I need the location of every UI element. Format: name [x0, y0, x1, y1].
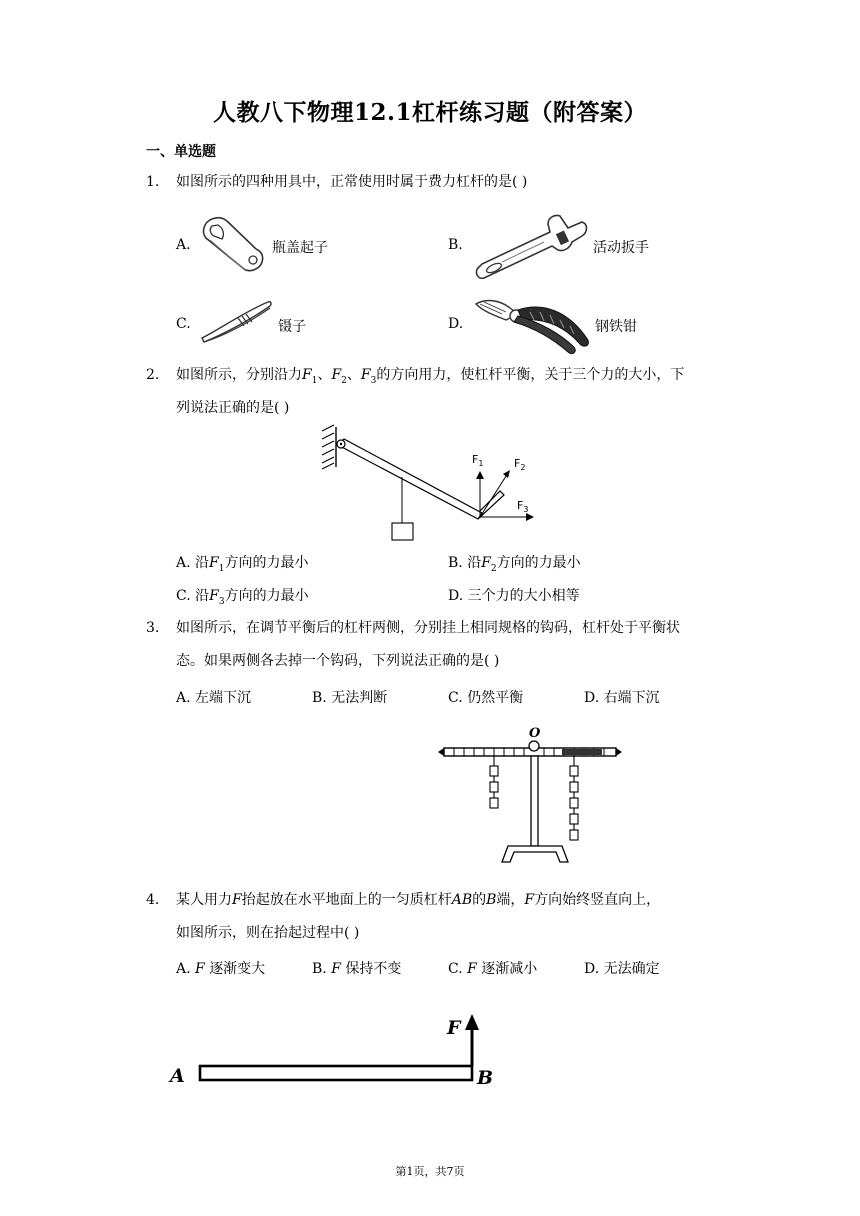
q2-number: 2.	[146, 367, 160, 383]
q2-lever-diagram	[320, 425, 560, 547]
q3-text-line1: 如图所示，在调节平衡后的杠杆两侧，分别挂上相同规格的钩码，杠杆处于平衡状	[176, 620, 680, 636]
svg-text:F3: $F_3$	[517, 499, 529, 514]
q1-option-c-letter[interactable]: C.	[176, 316, 191, 332]
q3-lever-balance-diagram	[436, 726, 626, 868]
pliers-icon	[472, 292, 594, 356]
svg-text:F2: $F_2$	[514, 457, 526, 472]
q1-option-a-letter[interactable]: A.	[176, 237, 191, 253]
svg-text:F1: $F_1$	[472, 453, 484, 468]
q3-option-d[interactable]: D. 右端下沉	[584, 690, 660, 706]
q1-option-a-label: 瓶盖起子	[272, 240, 328, 256]
q4-option-d[interactable]: D. 无法确定	[584, 961, 660, 977]
q1-option-b-letter[interactable]: B.	[448, 237, 463, 253]
section-heading: 一、单选题	[146, 144, 216, 160]
q1-option-b-label: 活动扳手	[593, 240, 649, 256]
q1-option-c-label: 镊子	[278, 319, 306, 335]
q4-text-line2: 如图所示，则在抬起过程中( )	[176, 925, 360, 941]
q3-option-a[interactable]: A. 左端下沉	[176, 690, 252, 706]
q4-text-line1: 某人用力F抬起放在水平地面上的一匀质杠杆AB的B端，F方向始终竖直向上，	[176, 892, 661, 908]
q4-option-c[interactable]: C. F 逐渐减小	[448, 961, 538, 977]
q4-option-b[interactable]: B. F 保持不变	[312, 961, 402, 977]
q3-option-c[interactable]: C. 仍然平衡	[448, 690, 524, 706]
page-title: 人教八下物理12.1杠杆练习题（附答案）	[212, 99, 648, 126]
q1-option-d-label: 钢铁钳	[595, 319, 637, 335]
bottle-opener-icon	[198, 214, 270, 274]
page-footer: 第1页，共7页	[395, 1165, 465, 1178]
q2-text: 如图所示，分别沿力$F_1$、$F_2$、$F_3$的方向用力，使杠杆平衡，关于三个力的大小，下	[176, 367, 685, 386]
tweezers-icon	[198, 298, 274, 344]
q3-option-b[interactable]: B. 无法判断	[312, 690, 388, 706]
q2-option-c[interactable]: C. 沿$F_3$方向的力最小	[176, 588, 309, 607]
svg-text:A: A	[170, 1065, 185, 1087]
svg-text:B: B	[477, 1067, 494, 1089]
q1-number: 1.	[146, 174, 160, 190]
svg-text:O: O	[529, 726, 541, 741]
q4-number: 4.	[146, 892, 160, 908]
q2-option-a[interactable]: A. 沿$F_1$方向的力最小	[176, 555, 309, 574]
svg-text:F: F	[447, 1017, 461, 1039]
q3-number: 3.	[146, 620, 160, 636]
q2-option-b[interactable]: B. 沿$F_2$方向的力最小	[448, 555, 581, 574]
q3-text-line2: 态。如果两侧各去掉一个钩码，下列说法正确的是( )	[176, 653, 500, 669]
q1-text: 如图所示的四种用具中，正常使用时属于费力杠杆的是( )	[176, 174, 528, 190]
adjustable-wrench-icon	[472, 210, 592, 280]
q4-lever-diagram	[164, 1010, 510, 1096]
q4-option-a[interactable]: A. F 逐渐变大	[176, 961, 266, 977]
q2-option-d[interactable]: D. 三个力的大小相等	[448, 588, 580, 604]
q1-option-d-letter[interactable]: D.	[448, 316, 464, 332]
q2-text-line2: 列说法正确的是( )	[176, 400, 290, 416]
